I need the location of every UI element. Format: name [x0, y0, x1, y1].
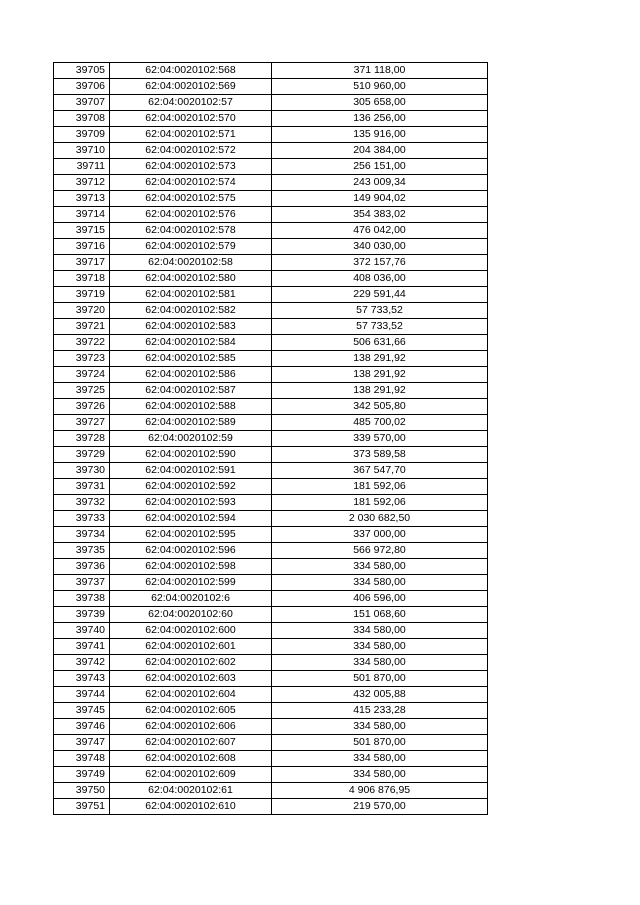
- row-number-cell: 39715: [54, 223, 110, 239]
- table-row: [54, 767, 488, 783]
- table-row: [54, 751, 488, 767]
- value-cell: 243 009,34: [272, 175, 488, 191]
- value-cell: 373 589,58: [272, 447, 488, 463]
- table-row: [54, 351, 488, 367]
- cadastral-number-cell: 62:04:0020102:605: [110, 703, 272, 719]
- cadastral-number-cell: 62:04:0020102:609: [110, 767, 272, 783]
- row-number-cell: 39726: [54, 399, 110, 415]
- table-row: [54, 287, 488, 303]
- table-row: [54, 79, 488, 95]
- value-cell: 57 733,52: [272, 319, 488, 335]
- table-row: [54, 719, 488, 735]
- row-number-cell: 39727: [54, 415, 110, 431]
- table-row: [54, 655, 488, 671]
- value-cell: 334 580,00: [272, 639, 488, 655]
- row-number-cell: 39705: [54, 63, 110, 79]
- value-cell: 229 591,44: [272, 287, 488, 303]
- row-number-cell: 39719: [54, 287, 110, 303]
- row-number-cell: 39713: [54, 191, 110, 207]
- row-number-cell: 39720: [54, 303, 110, 319]
- value-cell: 415 233,28: [272, 703, 488, 719]
- row-number-cell: 39730: [54, 463, 110, 479]
- cadastral-number-cell: 62:04:0020102:599: [110, 575, 272, 591]
- row-number-cell: 39739: [54, 607, 110, 623]
- cadastral-number-cell: 62:04:0020102:588: [110, 399, 272, 415]
- value-cell: 337 000,00: [272, 527, 488, 543]
- cadastral-number-cell: 62:04:0020102:576: [110, 207, 272, 223]
- cadastral-number-cell: 62:04:0020102:61: [110, 783, 272, 799]
- table-row: [54, 239, 488, 255]
- row-number-cell: 39731: [54, 479, 110, 495]
- row-number-cell: 39732: [54, 495, 110, 511]
- value-cell: 135 916,00: [272, 127, 488, 143]
- value-cell: 149 904,02: [272, 191, 488, 207]
- row-number-cell: 39749: [54, 767, 110, 783]
- value-cell: 334 580,00: [272, 719, 488, 735]
- table-row: [54, 527, 488, 543]
- cadastral-number-cell: 62:04:0020102:586: [110, 367, 272, 383]
- value-cell: 501 870,00: [272, 671, 488, 687]
- value-cell: 151 068,60: [272, 607, 488, 623]
- cadastral-number-cell: 62:04:0020102:582: [110, 303, 272, 319]
- cadastral-number-cell: 62:04:0020102:600: [110, 623, 272, 639]
- table-row: [54, 479, 488, 495]
- row-number-cell: 39737: [54, 575, 110, 591]
- cadastral-number-cell: 62:04:0020102:592: [110, 479, 272, 495]
- row-number-cell: 39745: [54, 703, 110, 719]
- cadastral-number-cell: 62:04:0020102:568: [110, 63, 272, 79]
- table-row: [54, 559, 488, 575]
- table-row: [54, 639, 488, 655]
- table-row: [54, 543, 488, 559]
- table-row: [54, 783, 488, 799]
- cadastral-number-cell: 62:04:0020102:59: [110, 431, 272, 447]
- value-cell: 501 870,00: [272, 735, 488, 751]
- table-row: [54, 255, 488, 271]
- table-row: [54, 383, 488, 399]
- value-cell: 2 030 682,50: [272, 511, 488, 527]
- table-row: [54, 159, 488, 175]
- value-cell: 136 256,00: [272, 111, 488, 127]
- cadastral-number-cell: 62:04:0020102:608: [110, 751, 272, 767]
- row-number-cell: 39751: [54, 799, 110, 815]
- cadastral-number-cell: 62:04:0020102:606: [110, 719, 272, 735]
- row-number-cell: 39744: [54, 687, 110, 703]
- value-cell: 334 580,00: [272, 575, 488, 591]
- value-cell: 340 030,00: [272, 239, 488, 255]
- value-cell: 339 570,00: [272, 431, 488, 447]
- cadastral-number-cell: 62:04:0020102:571: [110, 127, 272, 143]
- table-row: [54, 271, 488, 287]
- cadastral-number-cell: 62:04:0020102:587: [110, 383, 272, 399]
- value-cell: 510 960,00: [272, 79, 488, 95]
- table-row: [54, 703, 488, 719]
- table-row: [54, 399, 488, 415]
- value-cell: 334 580,00: [272, 767, 488, 783]
- value-cell: 485 700,02: [272, 415, 488, 431]
- table-row: [54, 303, 488, 319]
- value-cell: 138 291,92: [272, 383, 488, 399]
- row-number-cell: 39725: [54, 383, 110, 399]
- table-row: [54, 671, 488, 687]
- row-number-cell: 39735: [54, 543, 110, 559]
- value-cell: 354 383,02: [272, 207, 488, 223]
- cadastral-number-cell: 62:04:0020102:602: [110, 655, 272, 671]
- cadastral-number-cell: 62:04:0020102:570: [110, 111, 272, 127]
- table-row: [54, 223, 488, 239]
- cadastral-number-cell: 62:04:0020102:610: [110, 799, 272, 815]
- value-cell: 334 580,00: [272, 623, 488, 639]
- table-row: [54, 687, 488, 703]
- table-row: [54, 143, 488, 159]
- value-cell: 367 547,70: [272, 463, 488, 479]
- value-cell: 181 592,06: [272, 495, 488, 511]
- row-number-cell: 39728: [54, 431, 110, 447]
- cadastral-number-cell: 62:04:0020102:598: [110, 559, 272, 575]
- cadastral-number-cell: 62:04:0020102:581: [110, 287, 272, 303]
- row-number-cell: 39714: [54, 207, 110, 223]
- row-number-cell: 39746: [54, 719, 110, 735]
- value-cell: 334 580,00: [272, 751, 488, 767]
- table-row: [54, 463, 488, 479]
- row-number-cell: 39712: [54, 175, 110, 191]
- cadastral-number-cell: 62:04:0020102:583: [110, 319, 272, 335]
- cadastral-number-cell: 62:04:0020102:593: [110, 495, 272, 511]
- table-row: [54, 127, 488, 143]
- row-number-cell: 39729: [54, 447, 110, 463]
- cadastral-number-cell: 62:04:0020102:596: [110, 543, 272, 559]
- row-number-cell: 39722: [54, 335, 110, 351]
- registry-table-body: [54, 63, 488, 815]
- cadastral-number-cell: 62:04:0020102:60: [110, 607, 272, 623]
- table-row: [54, 799, 488, 815]
- value-cell: 334 580,00: [272, 559, 488, 575]
- table-row: [54, 175, 488, 191]
- table-row: [54, 63, 488, 79]
- cadastral-number-cell: 62:04:0020102:57: [110, 95, 272, 111]
- cadastral-number-cell: 62:04:0020102:585: [110, 351, 272, 367]
- row-number-cell: 39748: [54, 751, 110, 767]
- cadastral-number-cell: 62:04:0020102:578: [110, 223, 272, 239]
- value-cell: 476 042,00: [272, 223, 488, 239]
- value-cell: 305 658,00: [272, 95, 488, 111]
- table-row: [54, 447, 488, 463]
- row-number-cell: 39706: [54, 79, 110, 95]
- value-cell: 219 570,00: [272, 799, 488, 815]
- table-row: [54, 431, 488, 447]
- row-number-cell: 39733: [54, 511, 110, 527]
- cadastral-number-cell: 62:04:0020102:572: [110, 143, 272, 159]
- row-number-cell: 39747: [54, 735, 110, 751]
- table-row: [54, 415, 488, 431]
- cadastral-number-cell: 62:04:0020102:569: [110, 79, 272, 95]
- cadastral-number-cell: 62:04:0020102:579: [110, 239, 272, 255]
- row-number-cell: 39740: [54, 623, 110, 639]
- cadastral-number-cell: 62:04:0020102:580: [110, 271, 272, 287]
- value-cell: 342 505,80: [272, 399, 488, 415]
- cadastral-number-cell: 62:04:0020102:590: [110, 447, 272, 463]
- value-cell: 506 631,66: [272, 335, 488, 351]
- value-cell: 181 592,06: [272, 479, 488, 495]
- row-number-cell: 39724: [54, 367, 110, 383]
- value-cell: 138 291,92: [272, 367, 488, 383]
- table-row: [54, 591, 488, 607]
- row-number-cell: 39750: [54, 783, 110, 799]
- row-number-cell: 39718: [54, 271, 110, 287]
- value-cell: 204 384,00: [272, 143, 488, 159]
- value-cell: 432 005,88: [272, 687, 488, 703]
- cadastral-number-cell: 62:04:0020102:584: [110, 335, 272, 351]
- value-cell: 406 596,00: [272, 591, 488, 607]
- table-row: [54, 735, 488, 751]
- row-number-cell: 39710: [54, 143, 110, 159]
- cadastral-number-cell: 62:04:0020102:604: [110, 687, 272, 703]
- value-cell: 57 733,52: [272, 303, 488, 319]
- row-number-cell: 39708: [54, 111, 110, 127]
- table-row: [54, 111, 488, 127]
- row-number-cell: 39711: [54, 159, 110, 175]
- row-number-cell: 39709: [54, 127, 110, 143]
- table-row: [54, 511, 488, 527]
- table-row: [54, 495, 488, 511]
- row-number-cell: 39717: [54, 255, 110, 271]
- cadastral-number-cell: 62:04:0020102:601: [110, 639, 272, 655]
- value-cell: 371 118,00: [272, 63, 488, 79]
- value-cell: 334 580,00: [272, 655, 488, 671]
- value-cell: 566 972,80: [272, 543, 488, 559]
- row-number-cell: 39736: [54, 559, 110, 575]
- table-row: [54, 207, 488, 223]
- row-number-cell: 39734: [54, 527, 110, 543]
- value-cell: 4 906 876,95: [272, 783, 488, 799]
- cadastral-number-cell: 62:04:0020102:573: [110, 159, 272, 175]
- table-row: [54, 319, 488, 335]
- cadastral-number-cell: 62:04:0020102:575: [110, 191, 272, 207]
- cadastral-number-cell: 62:04:0020102:58: [110, 255, 272, 271]
- value-cell: 408 036,00: [272, 271, 488, 287]
- value-cell: 138 291,92: [272, 351, 488, 367]
- cadastral-number-cell: 62:04:0020102:574: [110, 175, 272, 191]
- row-number-cell: 39707: [54, 95, 110, 111]
- table-row: [54, 623, 488, 639]
- cadastral-number-cell: 62:04:0020102:595: [110, 527, 272, 543]
- row-number-cell: 39716: [54, 239, 110, 255]
- value-cell: 256 151,00: [272, 159, 488, 175]
- row-number-cell: 39721: [54, 319, 110, 335]
- row-number-cell: 39742: [54, 655, 110, 671]
- cadastral-number-cell: 62:04:0020102:591: [110, 463, 272, 479]
- row-number-cell: 39743: [54, 671, 110, 687]
- table-row: [54, 607, 488, 623]
- row-number-cell: 39723: [54, 351, 110, 367]
- cadastral-number-cell: 62:04:0020102:607: [110, 735, 272, 751]
- table-row: [54, 335, 488, 351]
- cadastral-number-cell: 62:04:0020102:594: [110, 511, 272, 527]
- table-row: [54, 191, 488, 207]
- registry-table: [53, 62, 488, 815]
- cadastral-number-cell: 62:04:0020102:603: [110, 671, 272, 687]
- row-number-cell: 39738: [54, 591, 110, 607]
- cadastral-number-cell: 62:04:0020102:6: [110, 591, 272, 607]
- value-cell: 372 157,76: [272, 255, 488, 271]
- table-row: [54, 95, 488, 111]
- table-row: [54, 367, 488, 383]
- row-number-cell: 39741: [54, 639, 110, 655]
- cadastral-number-cell: 62:04:0020102:589: [110, 415, 272, 431]
- table-row: [54, 575, 488, 591]
